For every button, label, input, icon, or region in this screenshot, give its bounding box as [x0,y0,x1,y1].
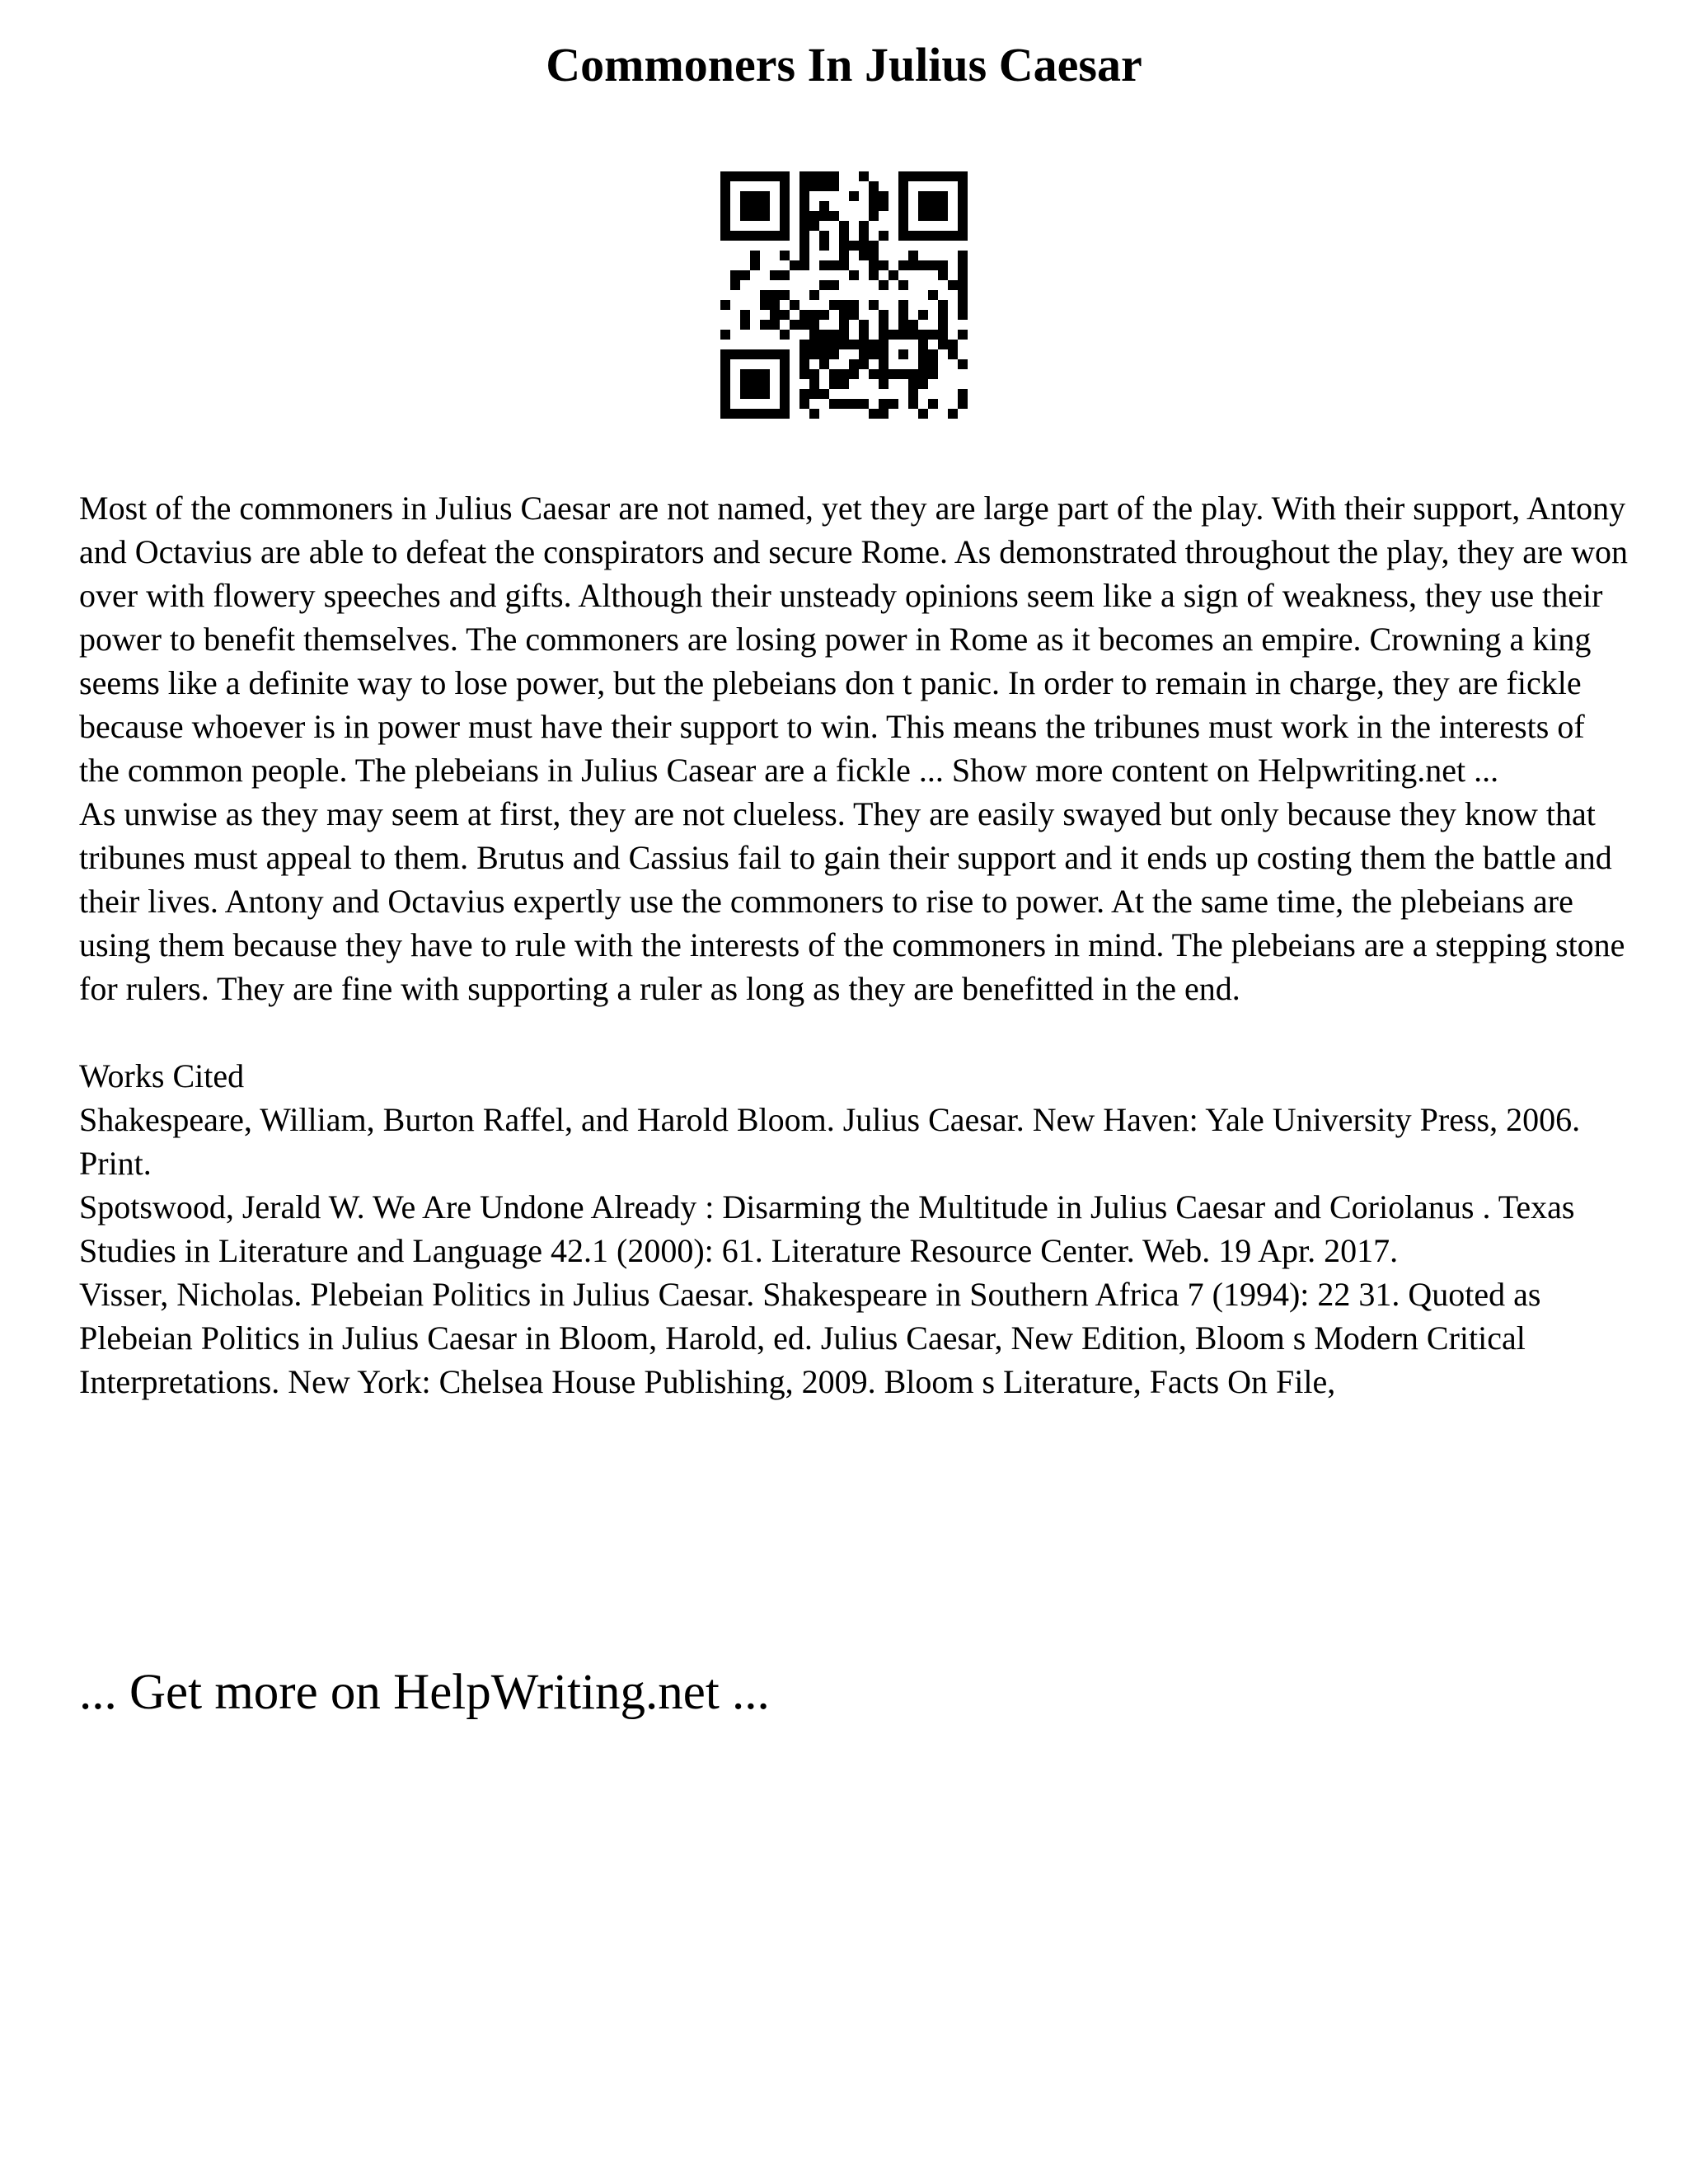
works-cited-entry-3: Visser, Nicholas. Plebeian Politics in Julius Caesar. Shakespeare in Southern Africa 7 (1994): 22 31. Quoted as Plebeian Politics in Julius Caesar in Bloom, Harold, ed. Julius Caesar, New Edition, Bloom s Modern Critical Interpretations. New York: Chelsea House Publishing, 2009. Bloom s Literature, Facts On File, [79,1276,1541,1400]
get-more-link[interactable]: ... Get more on HelpWriting.net ... [79,1665,770,1720]
qr-code [720,171,968,419]
paragraph-spacer [79,1010,1629,1054]
document-body [79,486,1629,1404]
body-paragraph-2: As unwise as they may seem at first, they are not clueless. They are easily swayed but only because they know that tribunes must appeal to them. Brutus and Cassius fail to gain their support and it ends up costing them the battle and their lives. Antony and Octavius expertly use the commoners to rise to power. At the same time, the plebeians are using them because they have to rule with the interests of the commoners in mind. The plebeians are a stepping stone for rulers. They are fine with supporting a ruler as long as they are benefitted in the end. [79,795,1625,1007]
document-title: Commoners In Julius Caesar [546,38,1142,91]
works-cited-entry-1: Shakespeare, William, Burton Raffel, and Harold Bloom. Julius Caesar. New Haven: Yale University Press, 2006. Print. [79,1101,1581,1182]
body-paragraph-1: Most of the commoners in Julius Caesar are not named, yet they are large part of the play. With their support, Antony and Octavius are able to defeat the conspirators and secure Rome. As demonstrated throughout the play, they are won over with flowery speeches and gifts. Although their unsteady opinions seem like a sign of weakness, they use their power to benefit themselves. The commoners are losing power in Rome as it becomes an empire. Crowning a king seems like a definite way to lose power, but the plebeians don t panic. In order to remain in charge, they are fickle because whoever is in power must have their support to win. This means the tribunes must work in the interests of the common people. The plebeians in Julius Casear are a fickle ... Show more content on Helpwriting.net ... [79,490,1629,789]
works-cited-heading: Works Cited [79,1057,245,1094]
works-cited-entry-2: Spotswood, Jerald W. We Are Undone Already : Disarming the Multitude in Julius Caesar and Coriolanus . Texas Studies in Literature and Language 42.1 (2000): 61. Literature Resource Center. Web. 19 Apr. 2017. [79,1188,1575,1269]
qr-code-graphic [720,171,968,419]
